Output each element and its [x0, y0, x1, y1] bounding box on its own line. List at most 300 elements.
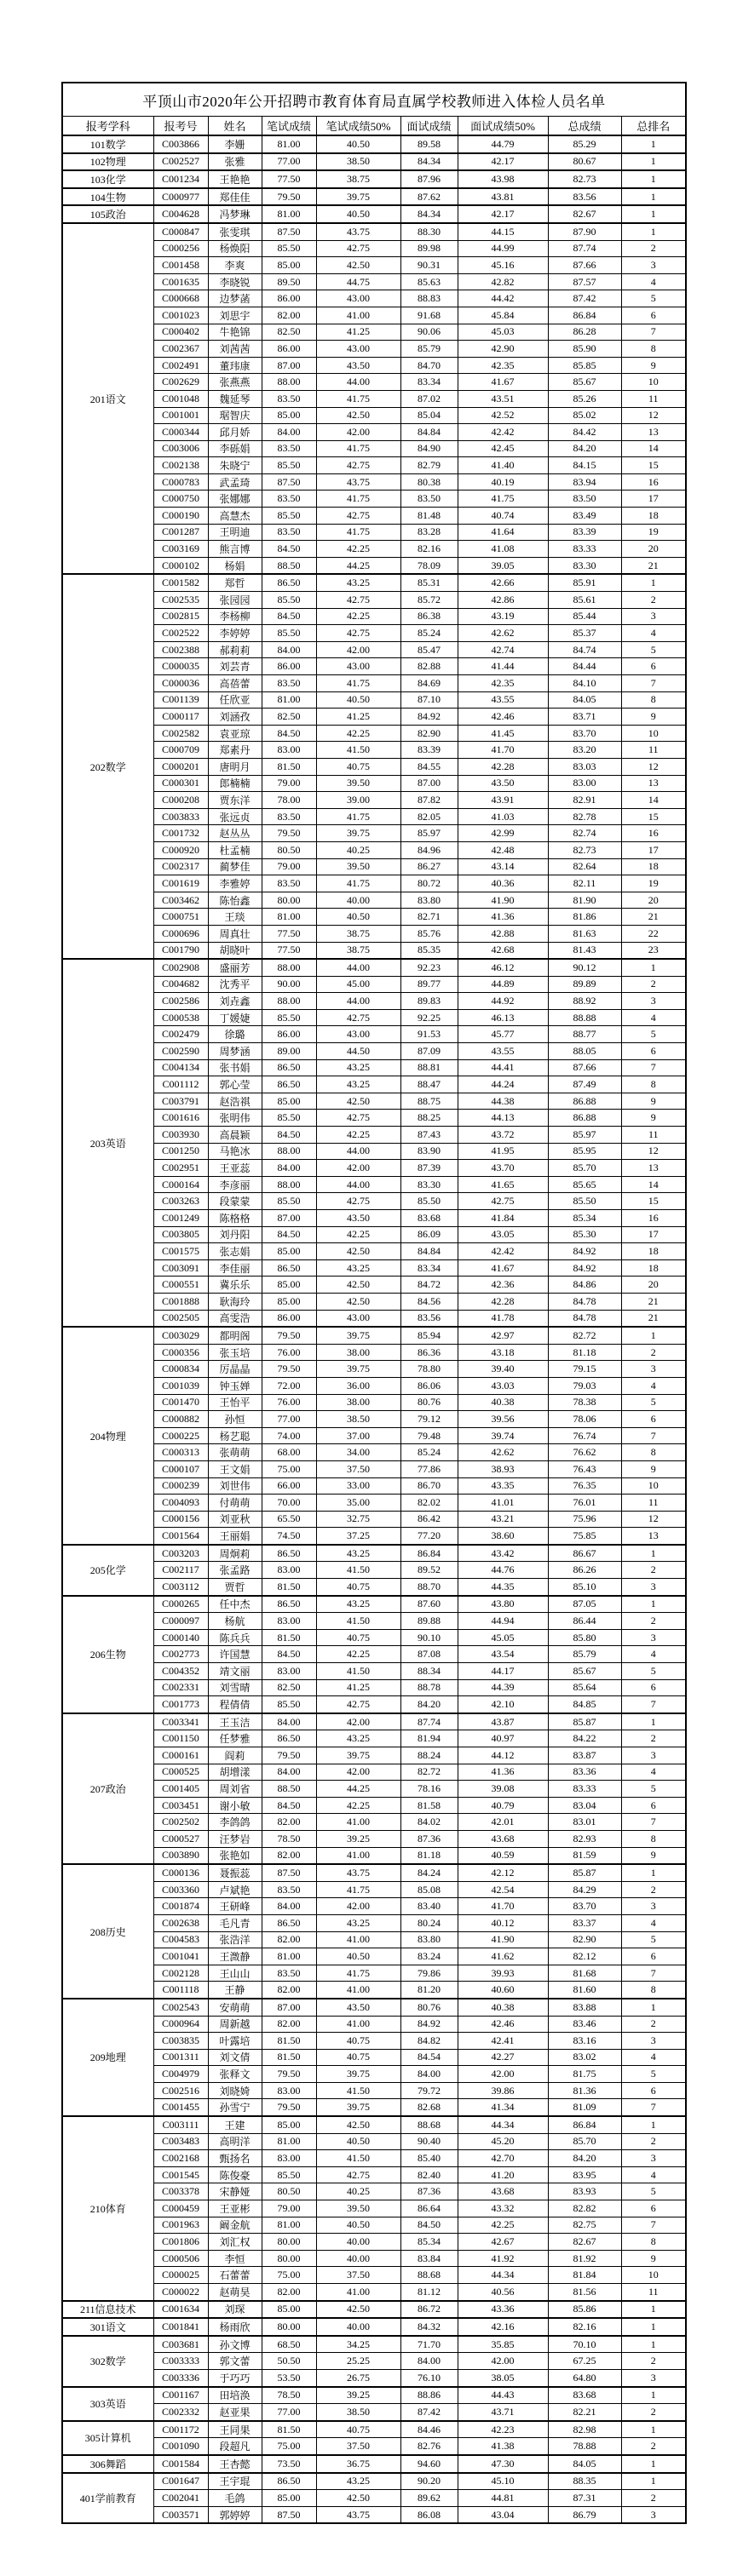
rank-cell: 4 [621, 1009, 686, 1026]
name-cell: 李彦丽 [208, 1176, 262, 1193]
exam-id-cell: C000882 [153, 1411, 208, 1428]
name-cell: 王文娟 [208, 1460, 262, 1477]
written-score-cell: 85.50 [262, 1696, 316, 1713]
total-score-cell: 83.00 [548, 775, 621, 792]
table-row [62, 2016, 686, 2033]
subject-cell: 208历史 [62, 1864, 153, 1999]
name-cell: 叶露培 [208, 2033, 262, 2050]
interview-score-50-cell: 43.51 [458, 390, 548, 407]
written-score-50-cell: 38.50 [316, 2404, 400, 2421]
rank-cell: 19 [621, 875, 686, 892]
rank-cell: 21 [621, 1293, 686, 1310]
name-cell: 宋静娅 [208, 2183, 262, 2200]
table-row [62, 1277, 686, 1294]
name-cell: 孙文博 [208, 2336, 262, 2353]
written-score-50-cell: 40.75 [316, 2421, 400, 2438]
table-row [62, 1730, 686, 1747]
rank-cell: 20 [621, 541, 686, 558]
table-row [62, 1747, 686, 1764]
rank-cell: 4 [621, 273, 686, 290]
interview-score-cell: 78.80 [400, 1361, 458, 1378]
interview-score-50-cell: 41.44 [458, 658, 548, 675]
written-score-cell: 81.50 [262, 2033, 316, 2050]
total-score-cell: 88.77 [548, 1026, 621, 1043]
interview-score-cell: 84.92 [400, 709, 458, 726]
exam-id-cell: C002516 [153, 2082, 208, 2099]
rank-cell: 4 [621, 1764, 686, 1781]
interview-score-cell: 84.24 [400, 1864, 458, 1881]
interview-score-cell: 89.77 [400, 976, 458, 993]
interview-score-cell: 85.72 [400, 592, 458, 609]
total-score-cell: 83.88 [548, 1999, 621, 2016]
exam-id-cell: C000097 [153, 1613, 208, 1630]
table-row [62, 1076, 686, 1093]
total-score-cell: 76.01 [548, 1495, 621, 1512]
table-row [62, 1327, 686, 1344]
exam-id-cell: C000036 [153, 675, 208, 692]
table-row [62, 1579, 686, 1596]
total-score-cell: 80.67 [548, 153, 621, 171]
rank-cell: 5 [621, 1026, 686, 1043]
rank-cell: 2 [621, 2016, 686, 2033]
table-row [62, 1193, 686, 1210]
written-score-cell: 86.50 [262, 574, 316, 591]
exam-id-cell: C000164 [153, 1176, 208, 1193]
interview-score-cell: 82.68 [400, 2099, 458, 2116]
exam-id-cell: C001545 [153, 2166, 208, 2183]
name-cell: 都明阁 [208, 1327, 262, 1344]
interview-score-50-cell: 45.10 [458, 2473, 548, 2490]
exam-id-cell: C003378 [153, 2183, 208, 2200]
exam-id-cell: C002815 [153, 608, 208, 625]
written-score-50-cell: 42.50 [316, 257, 400, 274]
total-score-cell: 70.10 [548, 2336, 621, 2353]
table-row [62, 170, 686, 188]
written-score-50-cell: 40.50 [316, 691, 400, 709]
column-header-name: 姓名 [208, 117, 262, 136]
total-score-cell: 84.85 [548, 1696, 621, 1713]
written-score-cell: 79.50 [262, 188, 316, 206]
exam-id-cell: C003890 [153, 1847, 208, 1864]
exam-id-cell: C000201 [153, 758, 208, 775]
rank-cell: 7 [621, 324, 686, 341]
rank-cell: 6 [621, 1948, 686, 1965]
interview-score-cell: 82.05 [400, 808, 458, 825]
table-row [62, 875, 686, 892]
interview-score-cell: 79.48 [400, 1427, 458, 1444]
interview-score-50-cell: 42.46 [458, 709, 548, 726]
written-score-cell: 83.00 [262, 2150, 316, 2167]
rank-cell: 1 [621, 223, 686, 240]
interview-score-cell: 89.58 [400, 135, 458, 153]
written-score-cell: 84.50 [262, 1226, 316, 1243]
name-cell: 王宇琨 [208, 2473, 262, 2490]
exam-id-cell: C002582 [153, 725, 208, 742]
exam-id-cell: C000356 [153, 1344, 208, 1361]
table-row [62, 709, 686, 726]
rank-cell: 10 [621, 725, 686, 742]
table-row [62, 1361, 686, 1378]
exam-id-cell: C003333 [153, 2353, 208, 2370]
written-score-50-cell: 43.50 [316, 357, 400, 374]
exam-id-cell: C002388 [153, 641, 208, 658]
total-score-cell: 82.93 [548, 1830, 621, 1847]
rank-cell: 2 [621, 592, 686, 609]
exam-id-cell: C003006 [153, 440, 208, 457]
exam-id-cell: C001773 [153, 1696, 208, 1713]
total-score-cell: 78.88 [548, 2438, 621, 2455]
rank-cell: 9 [621, 709, 686, 726]
interview-score-50-cell: 44.35 [458, 1579, 548, 1596]
table-row [62, 1143, 686, 1160]
written-score-50-cell: 42.00 [316, 424, 400, 441]
table-row [62, 1999, 686, 2016]
column-header-total-score: 总成绩 [548, 117, 621, 136]
interview-score-cell: 88.47 [400, 1076, 458, 1093]
table-row [62, 725, 686, 742]
written-score-cell: 84.00 [262, 1764, 316, 1781]
written-score-cell: 88.00 [262, 1176, 316, 1193]
interview-score-50-cell: 43.03 [458, 1377, 548, 1394]
total-score-cell: 83.71 [548, 709, 621, 726]
subject-cell: 204物理 [62, 1327, 153, 1545]
interview-score-50-cell: 44.38 [458, 1093, 548, 1110]
rank-cell: 2 [621, 1730, 686, 1747]
column-header-total-rank: 总排名 [621, 117, 686, 136]
written-score-cell: 88.00 [262, 374, 316, 391]
total-score-cell: 83.33 [548, 541, 621, 558]
exam-id-cell: C004628 [153, 205, 208, 223]
written-score-cell: 88.00 [262, 1143, 316, 1160]
table-row [62, 2234, 686, 2251]
table-row [62, 2099, 686, 2116]
written-score-50-cell: 42.75 [316, 592, 400, 609]
name-cell: 郑哲 [208, 574, 262, 591]
name-cell: 王丽娟 [208, 1528, 262, 1545]
written-score-50-cell: 41.75 [316, 1965, 400, 1982]
name-cell: 王杏懿 [208, 2455, 262, 2473]
interview-score-cell: 81.94 [400, 1730, 458, 1747]
name-cell: 周新越 [208, 2016, 262, 2033]
interview-score-cell: 71.70 [400, 2336, 458, 2353]
column-header-written-score-50: 笔试成绩50% [316, 117, 400, 136]
written-score-50-cell: 42.25 [316, 1226, 400, 1243]
interview-score-cell: 92.25 [400, 1009, 458, 1026]
written-score-50-cell: 43.00 [316, 290, 400, 307]
rank-cell: 8 [621, 691, 686, 709]
name-cell: 郎楠楠 [208, 775, 262, 792]
exam-id-cell: C000834 [153, 1361, 208, 1378]
name-cell: 甄扬名 [208, 2150, 262, 2167]
rank-cell: 6 [621, 2082, 686, 2099]
exam-id-cell: C001250 [153, 1143, 208, 1160]
interview-score-50-cell: 42.42 [458, 1243, 548, 1260]
written-score-cell: 84.00 [262, 1898, 316, 1915]
written-score-cell: 84.50 [262, 1797, 316, 1814]
rank-cell: 1 [621, 2421, 686, 2438]
interview-score-50-cell: 41.08 [458, 541, 548, 558]
interview-score-cell: 83.34 [400, 374, 458, 391]
exam-id-cell: C000525 [153, 1764, 208, 1781]
total-score-cell: 82.16 [548, 2318, 621, 2336]
exam-id-cell: C001249 [153, 1210, 208, 1227]
name-cell: 张娜娜 [208, 491, 262, 508]
subject-cell: 105政治 [62, 205, 153, 223]
table-row [62, 1226, 686, 1243]
total-score-cell: 85.37 [548, 625, 621, 642]
name-cell: 许国慧 [208, 1646, 262, 1663]
rank-cell: 21 [621, 909, 686, 926]
written-score-50-cell: 42.25 [316, 1797, 400, 1814]
interview-score-cell: 83.80 [400, 892, 458, 909]
rank-cell: 15 [621, 1193, 686, 1210]
written-score-cell: 77.00 [262, 2404, 316, 2421]
interview-score-50-cell: 43.04 [458, 2506, 548, 2523]
table-row [62, 1511, 686, 1528]
subject-cell: 201语文 [62, 223, 153, 574]
interview-score-50-cell: 41.01 [458, 1495, 548, 1512]
interview-score-50-cell: 44.92 [458, 993, 548, 1010]
interview-score-50-cell: 42.46 [458, 2016, 548, 2033]
written-score-50-cell: 43.75 [316, 223, 400, 240]
exam-id-cell: C001790 [153, 942, 208, 959]
total-score-cell: 85.79 [548, 1646, 621, 1663]
exam-id-cell: C003462 [153, 892, 208, 909]
written-score-cell: 85.00 [262, 1277, 316, 1294]
written-score-cell: 87.00 [262, 1210, 316, 1227]
interview-score-cell: 89.62 [400, 2490, 458, 2507]
rank-cell: 7 [621, 1427, 686, 1444]
name-cell: 张艳如 [208, 1847, 262, 1864]
total-score-cell: 85.64 [548, 1679, 621, 1696]
table-row [62, 1110, 686, 1127]
total-score-cell: 85.61 [548, 592, 621, 609]
table-row [62, 1009, 686, 1026]
exam-id-cell: C000239 [153, 1477, 208, 1495]
written-score-cell: 86.00 [262, 341, 316, 358]
total-score-cell: 85.10 [548, 1579, 621, 1596]
interview-score-cell: 87.62 [400, 188, 458, 206]
total-score-cell: 85.91 [548, 574, 621, 591]
name-cell: 王明迪 [208, 524, 262, 541]
interview-score-cell: 83.30 [400, 1176, 458, 1193]
written-score-cell: 86.50 [262, 1545, 316, 1562]
rank-cell: 7 [621, 1059, 686, 1076]
table-row [62, 1914, 686, 1931]
written-score-cell: 83.00 [262, 1562, 316, 1579]
table-row [62, 1847, 686, 1864]
name-cell: 张玉培 [208, 1344, 262, 1361]
written-score-50-cell: 43.25 [316, 1259, 400, 1277]
interview-score-50-cell: 42.45 [458, 440, 548, 457]
table-row [62, 1495, 686, 1512]
written-score-50-cell: 43.25 [316, 574, 400, 591]
name-cell: 刘涵孜 [208, 709, 262, 726]
written-score-50-cell: 26.75 [316, 2369, 400, 2386]
interview-score-50-cell: 40.19 [458, 473, 548, 491]
name-cell: 段超凡 [208, 2438, 262, 2455]
interview-score-50-cell: 41.36 [458, 909, 548, 926]
name-cell: 李雅婷 [208, 875, 262, 892]
rank-cell: 12 [621, 758, 686, 775]
rank-cell: 20 [621, 892, 686, 909]
exam-id-cell: C000977 [153, 188, 208, 206]
rank-cell: 7 [621, 675, 686, 692]
table-row [62, 273, 686, 290]
total-score-cell: 84.42 [548, 424, 621, 441]
rank-cell: 1 [621, 1327, 686, 1344]
interview-score-50-cell: 47.30 [458, 2455, 548, 2473]
written-score-50-cell: 43.25 [316, 1059, 400, 1076]
exam-id-cell: C002502 [153, 1814, 208, 1831]
table-row [62, 1596, 686, 1613]
written-score-50-cell: 42.75 [316, 1009, 400, 1026]
rank-cell: 7 [621, 1965, 686, 1982]
name-cell: 邱月娇 [208, 424, 262, 441]
table-row [62, 1127, 686, 1144]
interview-score-cell: 85.34 [400, 2234, 458, 2251]
exam-id-cell: C001458 [153, 257, 208, 274]
table-row [62, 508, 686, 525]
total-score-cell: 75.85 [548, 1528, 621, 1545]
written-score-cell: 86.50 [262, 1730, 316, 1747]
interview-score-50-cell: 45.03 [458, 324, 548, 341]
interview-score-cell: 87.82 [400, 792, 458, 809]
written-score-cell: 84.50 [262, 608, 316, 625]
written-score-cell: 88.00 [262, 959, 316, 976]
interview-score-cell: 84.90 [400, 440, 458, 457]
written-score-cell: 79.00 [262, 2200, 316, 2217]
written-score-50-cell: 42.25 [316, 608, 400, 625]
interview-score-50-cell: 40.38 [458, 1999, 548, 2016]
written-score-50-cell: 40.50 [316, 135, 400, 153]
name-cell: 刘垚鑫 [208, 993, 262, 1010]
total-score-cell: 86.88 [548, 1110, 621, 1127]
name-cell: 唐明月 [208, 758, 262, 775]
interview-score-50-cell: 39.74 [458, 1427, 548, 1444]
total-score-cell: 86.84 [548, 307, 621, 324]
table-row [62, 341, 686, 358]
interview-score-50-cell: 41.38 [458, 2438, 548, 2455]
written-score-cell: 78.50 [262, 2387, 316, 2404]
interview-score-cell: 82.71 [400, 909, 458, 926]
interview-score-cell: 88.75 [400, 1093, 458, 1110]
written-score-50-cell: 42.25 [316, 541, 400, 558]
exam-id-cell: C001732 [153, 825, 208, 842]
total-score-cell: 85.80 [548, 1629, 621, 1646]
total-score-cell: 83.94 [548, 473, 621, 491]
written-score-50-cell: 39.75 [316, 1327, 400, 1344]
interview-score-50-cell: 35.85 [458, 2336, 548, 2353]
written-score-50-cell: 41.75 [316, 1881, 400, 1898]
total-score-cell: 83.20 [548, 742, 621, 759]
written-score-50-cell: 41.50 [316, 1562, 400, 1579]
interview-score-cell: 82.02 [400, 1495, 458, 1512]
written-score-50-cell: 41.50 [316, 1663, 400, 1680]
interview-score-50-cell: 43.68 [458, 1830, 548, 1847]
interview-score-50-cell: 43.50 [458, 775, 548, 792]
written-score-50-cell: 43.75 [316, 473, 400, 491]
written-score-50-cell: 38.75 [316, 942, 400, 959]
name-cell: 陈格格 [208, 1210, 262, 1227]
written-score-50-cell: 43.75 [316, 2506, 400, 2523]
exam-id-cell: C002505 [153, 1310, 208, 1327]
name-cell: 郭婷婷 [208, 2506, 262, 2523]
total-score-cell: 88.88 [548, 1009, 621, 1026]
written-score-cell: 82.00 [262, 1931, 316, 1948]
name-cell: 刘亚秋 [208, 1511, 262, 1528]
name-cell: 高慧杰 [208, 508, 262, 525]
written-score-cell: 83.50 [262, 440, 316, 457]
interview-score-50-cell: 43.91 [458, 792, 548, 809]
interview-score-50-cell: 45.20 [458, 2133, 548, 2150]
interview-score-cell: 92.23 [400, 959, 458, 976]
table-row [62, 1679, 686, 1696]
table-row [62, 1043, 686, 1060]
table-row [62, 2133, 686, 2150]
interview-score-cell: 86.08 [400, 2506, 458, 2523]
interview-score-50-cell: 40.36 [458, 875, 548, 892]
interview-score-cell: 81.20 [400, 1982, 458, 1999]
written-score-50-cell: 44.00 [316, 993, 400, 1010]
written-score-cell: 86.00 [262, 658, 316, 675]
interview-score-50-cell: 44.79 [458, 135, 548, 153]
interview-score-50-cell: 43.70 [458, 1160, 548, 1177]
written-score-cell: 75.00 [262, 2438, 316, 2455]
rank-cell: 7 [621, 1696, 686, 1713]
table-row [62, 1460, 686, 1477]
rank-cell: 2 [621, 2438, 686, 2455]
interview-score-cell: 87.39 [400, 1160, 458, 1177]
exam-id-cell: C002543 [153, 1999, 208, 2016]
written-score-cell: 81.50 [262, 758, 316, 775]
table-row [62, 675, 686, 692]
interview-score-cell: 78.16 [400, 1781, 458, 1798]
name-cell: 王玉洁 [208, 1713, 262, 1730]
written-score-50-cell: 44.50 [316, 1043, 400, 1060]
exam-id-cell: C001647 [153, 2473, 208, 2490]
written-score-50-cell: 37.25 [316, 1528, 400, 1545]
column-header-interview-score: 面试成绩 [400, 117, 458, 136]
table-row [62, 424, 686, 441]
written-score-50-cell: 42.00 [316, 1898, 400, 1915]
name-cell: 卢斌艳 [208, 1881, 262, 1898]
interview-score-50-cell: 43.98 [458, 170, 548, 188]
interview-score-50-cell: 41.92 [458, 2250, 548, 2267]
table-row [62, 1931, 686, 1948]
table-row [62, 2473, 686, 2490]
interview-score-50-cell: 41.40 [458, 457, 548, 474]
interview-score-cell: 85.97 [400, 825, 458, 842]
rank-cell: 9 [621, 1093, 686, 1110]
total-score-cell: 84.78 [548, 1310, 621, 1327]
table-row [62, 407, 686, 424]
table-row [62, 2318, 686, 2336]
interview-score-cell: 84.55 [400, 758, 458, 775]
written-score-cell: 86.00 [262, 290, 316, 307]
written-score-cell: 75.00 [262, 1460, 316, 1477]
total-score-cell: 83.56 [548, 188, 621, 206]
written-score-cell: 81.00 [262, 2217, 316, 2234]
exam-id-cell: C000402 [153, 324, 208, 341]
interview-score-50-cell: 46.12 [458, 959, 548, 976]
written-score-cell: 85.50 [262, 508, 316, 525]
interview-score-50-cell: 41.90 [458, 1931, 548, 1948]
total-score-cell: 84.20 [548, 2150, 621, 2167]
written-score-50-cell: 34.00 [316, 1444, 400, 1461]
name-cell: 毛鸽 [208, 2490, 262, 2507]
interview-score-50-cell: 44.17 [458, 1663, 548, 1680]
